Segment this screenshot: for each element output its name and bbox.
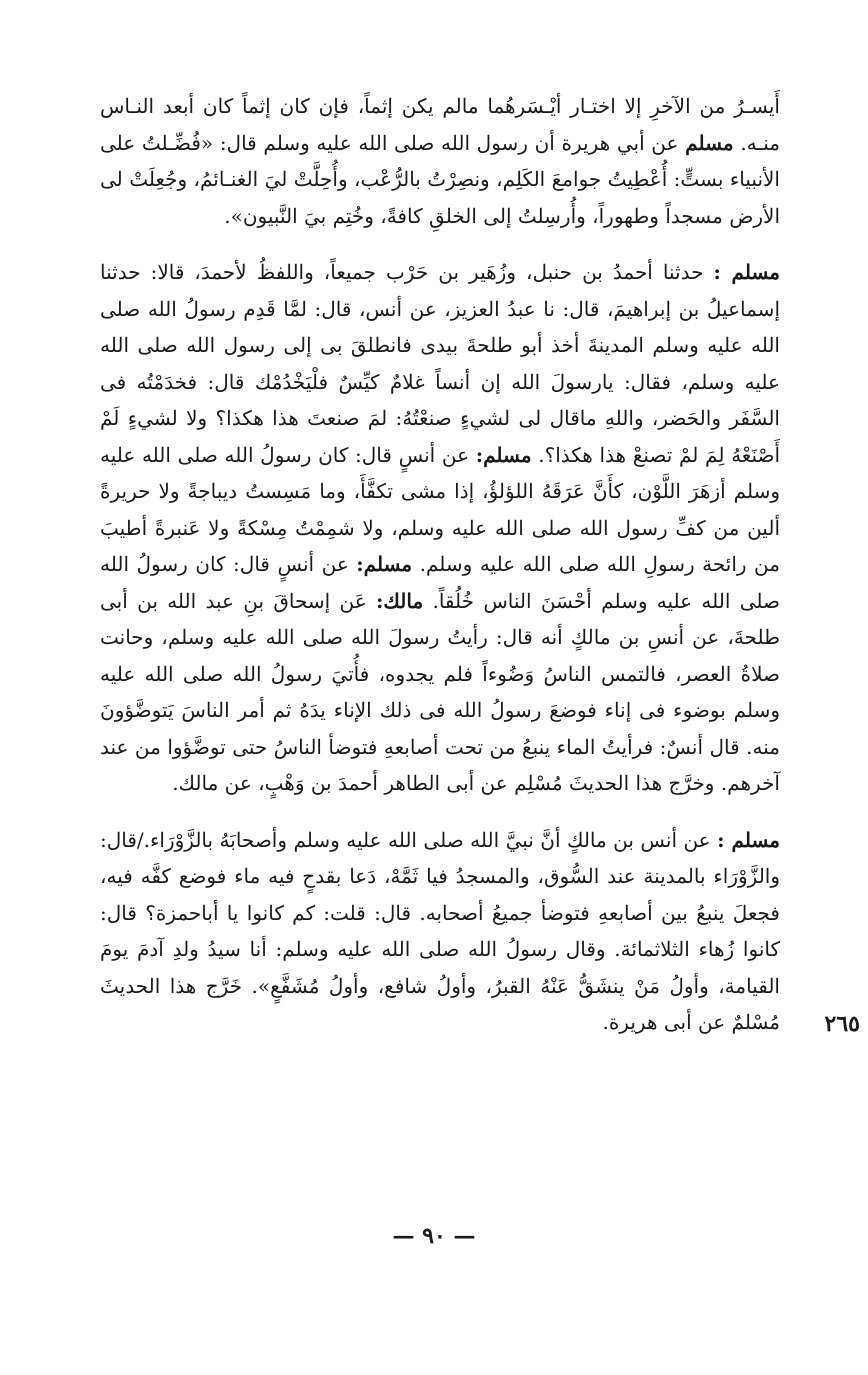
paragraph-3: [100, 822, 780, 1041]
paragraph-1-text-1: أَيسـرُ من الآخرِ إلا اختـار أيْـسَرهُما مالم يكن إثماً، فإن كان إثماً كان أبعد النـاس منـه.: [100, 94, 780, 155]
paragraph-2: [100, 254, 780, 802]
speaker-label: مسلم: [685, 130, 734, 155]
margin-hadith-number: ٢٦٥: [824, 1011, 860, 1037]
paragraph-2-text-1: حدثنا أحمدُ بن حنبل، وزُهَير بن حَرْب جميعاً، واللفظُ لأحمدَ، قالا: حدثنا إسماعيلُ بن إبراهيمَ، قال: نا عبدُ العزيز، عن أنس، قال: لمَّا قَدِم رسولُ الله صلى الله عليه وسلم المدينةَ أخذ أبو طلحةَ بيدى فانطلقَ بى إلى رسول الله صلى الله عليه وسلم، فقال: يارسولَ الله إن أنساً غلامٌ كيِّسٌ فلْيَخْدُمْك قال: فخدَمْتُه فى السَّفَر والحَضر، واللهِ ماقال لى لشيءٍ صنعْتُهُ: لمَ صنعتَ هذا هكذا؟ ولا لشيءٍ لَمْ أَصْنَعْهُ لِمَ لمْ تصنعْ هذا هكذا؟.: [100, 260, 781, 467]
speaker-label: مالك:: [376, 588, 424, 613]
paragraph-2-text-3: عن أنسٍ قال: كان رسولُ الله صلى الله عليه وسلم أحْسَنَ الناس خُلُقاً.: [100, 552, 780, 613]
page-number: — ٩٠ —: [392, 1223, 476, 1249]
speaker-label: مسلم:: [475, 442, 532, 467]
paragraph-1: [100, 88, 780, 234]
paragraph-2-text-4: عَن إسحاقَ بنِ عبد الله بن أبى طلحةَ، عن أنسِ بن مالكٍ أنه قال: رأيتُ رسولَ الله صلى الله عليه وسلم، وحانت صلاةُ العصر، فالتمس الناسُ وَضُوءاً فلم يجدوه، فأُتيَ رسولُ الله صلى الله عليه وسلم بوضوء فى إناء فوضعَ رسولُ الله فى ذلك الإناء يدَهُ ثم أمر الناسَ يَتوضَّؤونَ منه. قال أنسٌ: فرأيتُ الماء ينبعُ من تحت أصابعهِ فتوضأ الناسُ حتى توضَّؤوا من عند آخرهم. وخرَّج هذا الحديثَ مُسْلِم عن أبى الطاهر أحمدَ بن وَهْبٍ، عن مالك.: [100, 588, 780, 795]
paragraph-1-text-2: عن أبي هريرة أن رسول الله صلى الله عليه وسلم قال: «فُضِّـلتُ على الأنبياء بستٍّ: أُعْطِيتُ جوامعَ الكَلِم، ونصِرْتُ بالرُّعْب، وأُحِلَّتْ ليَ الغنـائمُ، وجُعِلَتْ لى الأرض مسجداً وطهوراً، وأُرسِلتُ إلى الخلقِ كافةً، وخُتِم بيَ النَّبيون».: [100, 130, 780, 228]
page-body-text: [100, 88, 780, 1041]
paragraph-2-text-2: عن أنسٍ قال: كان رسولُ الله صلى الله عليه وسلم أزهَرَ اللَّوْن، كأَنَّ عَرَقَهُ اللؤلؤُ، إذا مشى تكفَّأَ، وما مَسِستُ ديباجةً ولا حريرةً ألين من كفِّ رسول الله صلى الله عليه وسلم، ولا شمِمْتُ مِسْكةً ولا عَنبرةً أطيبَ من رائحة رسولِ الله صلى الله عليه وسلم.: [100, 442, 780, 576]
speaker-label: مسلم :: [713, 260, 781, 284]
speaker-label: مسلم :: [717, 827, 780, 852]
speaker-label: مسلم:: [356, 552, 413, 576]
paragraph-3-text-1: عن أنس بن مالكٍ أنَّ نبيَّ الله صلى الله عليه وسلم وأصحابَهُ بالزَّوْرَاء./قال: والزَّوْرَاء بالمدينة عند السُّوق، والمسجدُ فيا ثَمَّهْ، دَعا بقدحٍ فيه ماء فوضع كفَّه فيه، فجعلَ ينبعُ بين أصابعهِ فتوضأ جميعُ أصحابه. قال: قلت: كم كانوا يا أباحمزة؟ قال: كانوا زُهاء الثلاثمائة. وقال رسولُ الله صلى الله عليه وسلم: أنا سيدُ ولدِ آدمَ يومَ القيامة، وأولُ مَنْ ينشَقُّ عَنْهُ القبرُ، وأولُ شافع، وأولُ مُشَفَّعٍ». خَرَّج هذا الحديثَ مُسْلمٌ عن أبى هريرة.: [100, 827, 780, 1034]
